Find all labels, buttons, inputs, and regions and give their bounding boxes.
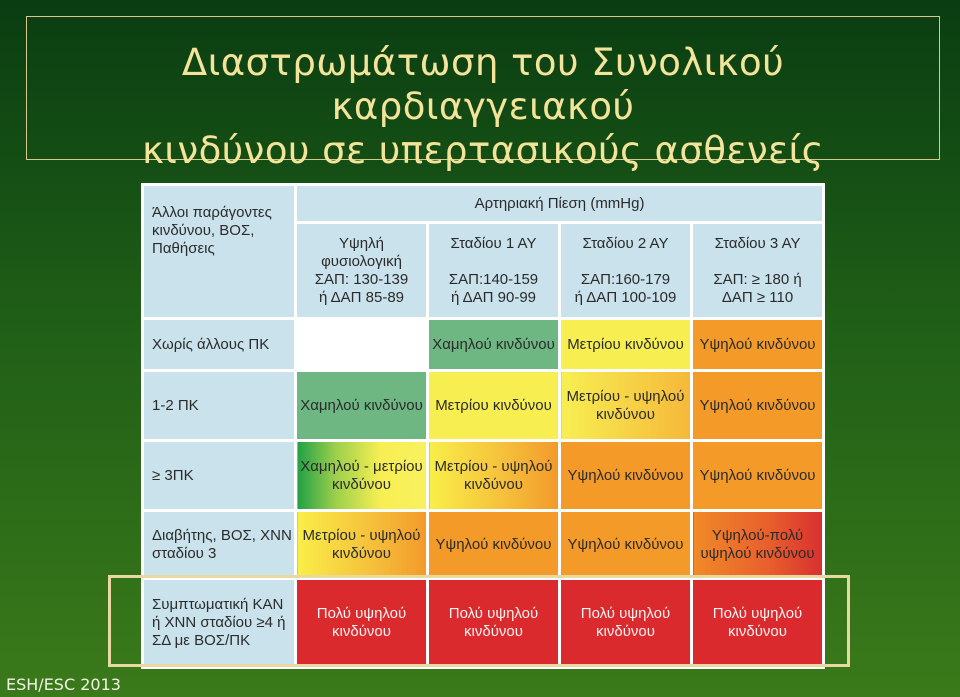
title-line-2: κινδύνου σε υπερτασικούς ασθενείς — [142, 129, 824, 172]
risk-cell: Μετρίου - υψηλού κινδύνου — [296, 511, 428, 579]
column-header-stage-3 — [692, 223, 824, 319]
slide-title — [27, 41, 939, 173]
column-header-stage-1 — [428, 223, 560, 319]
column-header-line: ΣΑΠ: ≥ 180 ή — [713, 270, 802, 288]
title-box — [26, 16, 940, 172]
risk-cell: Πολύ υψηλού κινδύνου — [560, 579, 692, 668]
risk-cell: Υψηλού κινδύνου — [560, 441, 692, 511]
risk-cell — [296, 319, 428, 371]
risk-cell: Υψηλού κινδύνου — [692, 441, 824, 511]
risk-cell: Μετρίου - υψηλού κινδύνου — [560, 371, 692, 441]
row-label: Διαβήτης, ΒΟΣ, ΧΝΝ σταδίου 3 — [143, 511, 296, 579]
risk-cell: Υψηλού κινδύνου — [692, 319, 824, 371]
column-header-line: Σταδίου 1 ΑΥ — [450, 234, 537, 252]
column-header-line: ΣΑΠ:140-159 — [448, 270, 539, 288]
risk-cell: Χαμηλού κινδύνου — [296, 371, 428, 441]
column-header-line: ή ΔΑΠ 90-99 — [450, 288, 537, 306]
column-header-line: Σταδίου 2 ΑΥ — [582, 234, 669, 252]
column-header-stage-2 — [560, 223, 692, 319]
risk-cell: Μετρίου κινδύνου — [560, 319, 692, 371]
risk-cell: Πολύ υψηλού κινδύνου — [692, 579, 824, 668]
risk-cell: Πολύ υψηλού κινδύνου — [428, 579, 560, 668]
risk-cell: Υψηλού κινδύνου — [428, 511, 560, 579]
risk-cell: Υψηλού-πολύ υψηλού κινδύνου — [692, 511, 824, 579]
column-header-spacer — [561, 253, 690, 271]
column-header-spacer — [429, 253, 558, 271]
column-header-line: Σταδίου 3 ΑΥ — [714, 234, 801, 252]
column-header-line: ή ΔΑΠ 85-89 — [318, 288, 405, 306]
blood-pressure-header: Αρτηριακή Πίεση (mmHg) — [296, 185, 824, 223]
column-header-line: ΣΑΠ:160-179 — [580, 270, 671, 288]
column-header-high-normal — [296, 223, 428, 319]
column-header-line: ΣΑΠ: 130-139 — [314, 270, 409, 288]
column-header-line: ΔΑΠ ≥ 110 — [721, 288, 794, 306]
title-line-1: Διαστρωμάτωση του Συνολικού καρδιαγγειακού — [181, 41, 785, 128]
column-header-line: Υψηλή — [339, 234, 384, 252]
row-label: Χωρίς άλλους ΠΚ — [143, 319, 296, 371]
column-header-line: φυσιολογική — [321, 252, 402, 270]
row-label: 1-2 ΠΚ — [143, 371, 296, 441]
risk-cell: Πολύ υψηλού κινδύνου — [296, 579, 428, 668]
row-label: Συμπτωματική ΚΑΝ ή ΧΝΝ σταδίου ≥4 ή ΣΔ με ΒΟΣ/ΠΚ — [143, 579, 296, 668]
risk-cell: Μετρίου κινδύνου — [428, 371, 560, 441]
risk-cell: Χαμηλού κινδύνου — [428, 319, 560, 371]
column-header-spacer — [693, 253, 822, 271]
risk-cell: Μετρίου - υψηλού κινδύνου — [428, 441, 560, 511]
risk-cell: Υψηλού κινδύνου — [560, 511, 692, 579]
risk-cell: Χαμηλού - μετρίου κινδύνου — [296, 441, 428, 511]
very-high-risk-highlight-frame — [108, 575, 850, 667]
row-label: ≥ 3ΠΚ — [143, 441, 296, 511]
source-footer: ESH/ESC 2013 — [6, 675, 121, 694]
risk-cell: Υψηλού κινδύνου — [692, 371, 824, 441]
corner-header: Άλλοι παράγοντες κινδύνου, ΒΟΣ, Παθήσεις — [143, 185, 296, 319]
column-header-line: ή ΔΑΠ 100-109 — [574, 288, 677, 306]
